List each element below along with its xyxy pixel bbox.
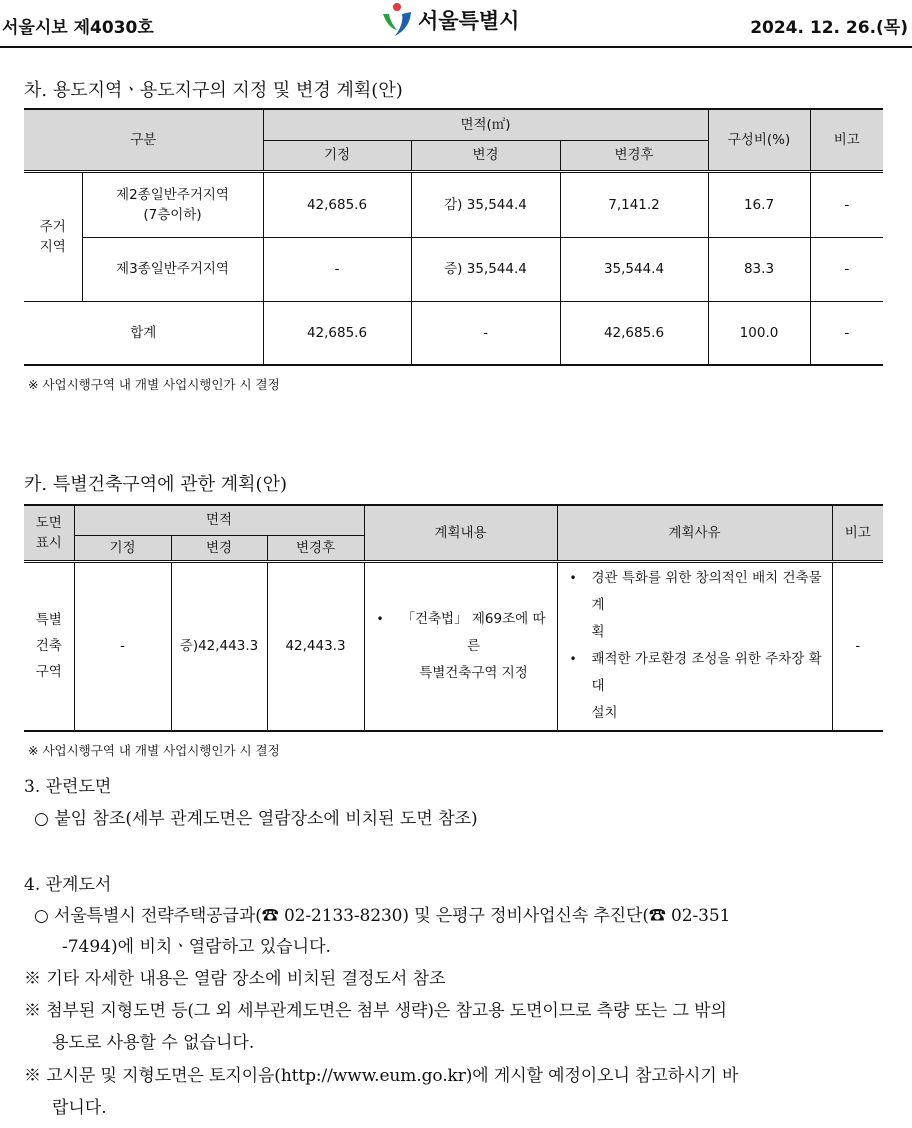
plan-reason: [557, 561, 832, 731]
zone-name-line: (7층이하): [143, 206, 202, 223]
seoul-logo: [380, 0, 519, 40]
total-after: 42,685.6: [560, 301, 708, 365]
special-zone-label: [24, 561, 74, 731]
documents-note: ※ 첨부된 지형도면 등(그 외 세부관계도면은 첨부 생략)은 참고용 도면이므로 측량 또는 그 밖의: [24, 1001, 727, 1021]
col-existing: 기정: [74, 535, 171, 561]
col-existing: 기정: [263, 140, 411, 171]
after-value: 35,544.4: [560, 237, 708, 301]
ratio-value: 83.3: [708, 237, 810, 301]
remark-value: -: [844, 196, 850, 213]
zoning-note: ※ 사업시행구역 내 개별 사업시행인가 시 결정: [28, 377, 280, 392]
reason-list: [558, 565, 832, 727]
section-cha-title: 차. 용도지역ㆍ용도지구의 지정 및 변경 계획(안): [24, 80, 403, 101]
change-value: 증) 35,544.4: [411, 237, 560, 301]
col-category: 구분: [24, 109, 263, 171]
special-zone-table: [24, 504, 883, 732]
content-text: [399, 606, 549, 687]
remark-value: -: [844, 261, 850, 277]
table-row: [24, 237, 883, 301]
documents-note: 용도로 사용할 수 없습니다.: [52, 1033, 255, 1053]
bullet-icon: •: [569, 652, 577, 667]
col-after: 변경후: [267, 535, 364, 561]
publication-date: 2024. 12. 26.(목): [750, 18, 908, 38]
existing-value: -: [74, 561, 171, 731]
col-drawing-line: 도면: [35, 514, 62, 531]
col-area: 면적(㎡): [263, 109, 708, 140]
zone-name: 제3종일반주거지역: [82, 237, 263, 301]
reason-line: 획: [591, 624, 605, 641]
total-row: [24, 301, 883, 365]
content-line: 「건축법」 제69조에 따른: [401, 610, 546, 654]
after-value: 7,141.2: [560, 171, 708, 237]
change-value: 감) 35,544.4: [411, 171, 560, 237]
ratio-value: 16.7: [708, 171, 810, 237]
section-3-title: 3. 관련도면: [24, 777, 112, 797]
bullet-icon: •: [376, 611, 384, 626]
section-4-title: 4. 관계도서: [24, 875, 112, 895]
label-line: 건축: [35, 638, 62, 655]
reason-line: 설치: [591, 705, 618, 722]
special-zone-note: ※ 사업시행구역 내 개별 사업시행인가 시 결정: [28, 743, 280, 758]
total-change: -: [411, 301, 560, 365]
col-change: 변경: [411, 140, 560, 171]
section-ka-title: 카. 특별건축구역에 관한 계획(안): [24, 474, 287, 495]
seoul-logo-text: 서울특별시: [418, 9, 520, 33]
reason-line: 쾌적한 가로환경 조성을 위한 주차장 확대: [591, 651, 822, 695]
documents-note: 랍니다.: [52, 1098, 107, 1118]
col-after: 변경후: [560, 140, 708, 171]
col-drawing-line: 표시: [35, 534, 62, 551]
existing-value: -: [263, 237, 411, 301]
remark-value: -: [855, 638, 861, 655]
related-drawings-text: ○ 붙임 참조(세부 관계도면은 열람장소에 비치된 도면 참조): [34, 809, 478, 829]
list-item: [570, 646, 824, 727]
list-item: [570, 565, 824, 646]
documents-line: ○ 서울특별시 전략주택공급과(☎ 02-2133-8230) 및 은평구 정비사업신속 추진단(☎ 02-351: [34, 906, 731, 926]
col-content: 계획내용: [364, 505, 557, 561]
table-row: [24, 561, 883, 731]
col-reason: 계획사유: [557, 505, 832, 561]
total-existing: 42,685.6: [263, 301, 411, 365]
list-item: [377, 606, 549, 687]
total-ratio: 100.0: [708, 301, 810, 365]
table-row: [24, 171, 883, 237]
existing-value: 42,685.6: [263, 171, 411, 237]
after-value: 42,443.3: [267, 561, 364, 731]
reason-line: 경관 특화를 위한 창의적인 배치 건축물 계: [591, 570, 822, 614]
documents-line: -7494)에 비치ㆍ열람하고 있습니다.: [62, 937, 331, 957]
zoning-table: [24, 108, 883, 366]
content-list: [365, 606, 557, 687]
total-remark: -: [844, 324, 850, 341]
bullet-icon: •: [569, 571, 577, 586]
col-change: 변경: [171, 535, 267, 561]
gazette-number: 서울시보 제4030호: [2, 18, 154, 38]
page-header: [0, 0, 912, 48]
group-label-residential: [24, 171, 82, 301]
content-line: 특별건축구역 지정: [419, 664, 528, 681]
col-remark: 비고: [810, 109, 883, 171]
reason-text: [592, 565, 824, 646]
col-ratio: 구성비(%): [708, 109, 810, 171]
group-label-line: 지역: [39, 238, 66, 255]
change-value: 증)42,443.3: [171, 561, 267, 731]
label-line: 구역: [35, 664, 62, 681]
documents-note: ※ 기타 자세한 내용은 열람 장소에 비치된 결정도서 참조: [24, 969, 446, 989]
reason-text: [592, 646, 824, 727]
total-label: 합계: [24, 301, 263, 365]
plan-content: [364, 561, 557, 731]
label-line: 특별: [35, 612, 62, 629]
col-area: 면적: [74, 505, 364, 535]
zone-name-line: 제2종일반주거지역: [116, 186, 229, 203]
zone-name: [82, 171, 263, 237]
documents-note: ※ 고시문 및 지형도면은 토지이음(http://www.eum.go.kr)에 게시할 예정이오니 참고하시기 바: [24, 1066, 739, 1086]
seoul-logo-icon: [380, 2, 414, 38]
col-remark: 비고: [832, 505, 883, 561]
col-drawing: [24, 505, 74, 561]
group-label-line: 주거: [39, 218, 66, 235]
